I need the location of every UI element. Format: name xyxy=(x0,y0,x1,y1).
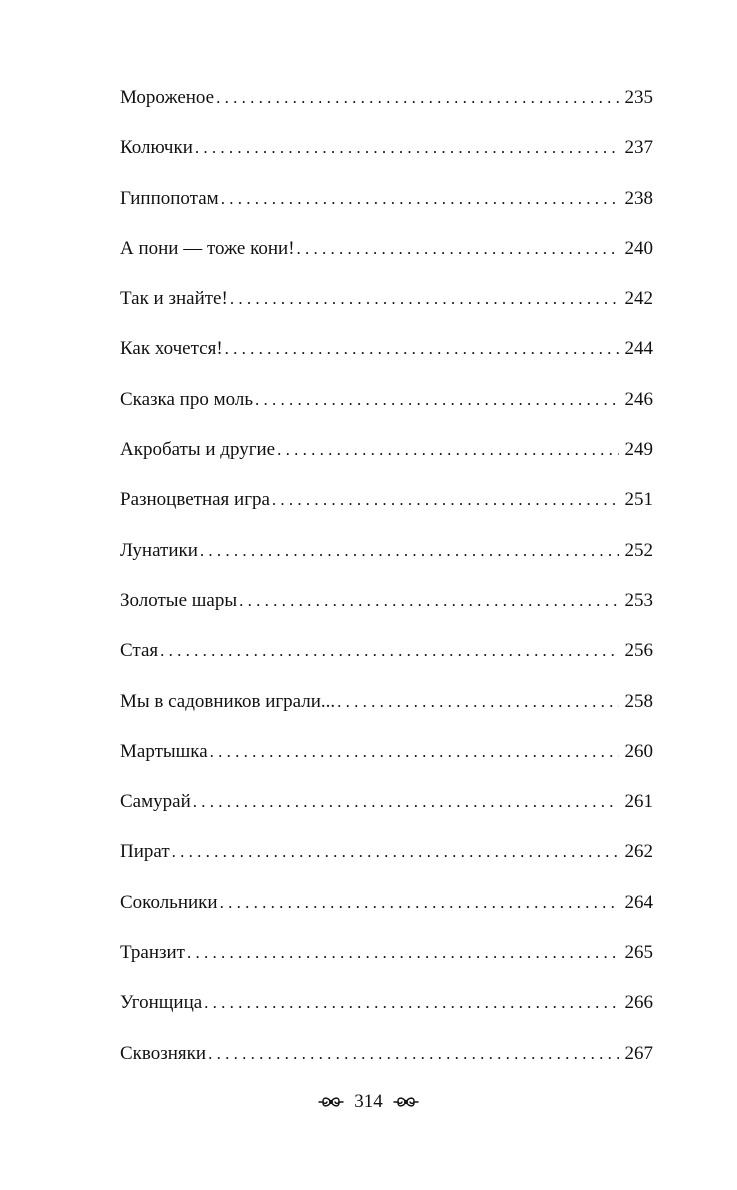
toc-dot-leader xyxy=(216,78,618,118)
toc-entry-title: Гиппопотам xyxy=(120,187,219,209)
toc-entry-page: 237 xyxy=(624,137,653,159)
table-of-contents xyxy=(120,78,653,1084)
toc-entry-title: Акробаты и другие xyxy=(120,439,276,461)
toc-dot-leader xyxy=(193,782,619,822)
flourish-ornament-icon xyxy=(393,1091,419,1113)
toc-dot-leader xyxy=(208,1034,618,1074)
toc-entry-page: 256 xyxy=(624,640,653,662)
toc-entry xyxy=(120,128,653,178)
toc-entry xyxy=(120,581,653,631)
toc-entry-title: Лунатики xyxy=(120,539,198,561)
toc-dot-leader xyxy=(204,983,618,1023)
toc-entry xyxy=(120,883,653,933)
toc-entry-title: Колючки xyxy=(120,137,193,159)
toc-entry xyxy=(120,279,653,329)
toc-dot-leader xyxy=(187,933,619,973)
toc-entry-title: Как хочется! xyxy=(120,338,223,360)
toc-dot-leader xyxy=(225,329,619,369)
toc-entry-title: Мороженое xyxy=(120,87,215,108)
toc-entry-title: Угонщица xyxy=(120,992,203,1014)
toc-entry-page: 258 xyxy=(624,690,653,712)
toc-entry-page: 252 xyxy=(624,539,653,561)
toc-dot-leader xyxy=(195,128,619,168)
toc-entry xyxy=(120,732,653,782)
toc-entry-title: Золотые шары xyxy=(120,589,238,611)
toc-entry-page: 260 xyxy=(624,740,653,762)
toc-entry xyxy=(120,631,653,681)
toc-entry-title: Самурай xyxy=(120,791,191,813)
toc-entry xyxy=(120,1034,653,1084)
toc-entry-page: 261 xyxy=(624,791,653,813)
toc-entry xyxy=(120,229,653,279)
toc-dot-leader xyxy=(255,380,618,420)
toc-entry-title: Разноцветная игра xyxy=(120,489,270,511)
toc-dot-leader xyxy=(200,531,619,571)
toc-dot-leader xyxy=(210,732,619,772)
toc-entry xyxy=(120,380,653,430)
toc-dot-leader xyxy=(272,480,619,520)
toc-entry xyxy=(120,682,653,732)
toc-dot-leader xyxy=(221,179,619,219)
toc-entry-title: Пират xyxy=(120,841,170,863)
toc-entry-title: Сказка про моль xyxy=(120,388,254,410)
toc-entry-page: 240 xyxy=(624,237,653,259)
toc-entry-page: 246 xyxy=(624,388,653,410)
page-footer xyxy=(0,1088,737,1116)
toc-entry-title: Сквозняки xyxy=(120,1042,207,1064)
toc-entry xyxy=(120,329,653,379)
toc-entry-page: 238 xyxy=(624,187,653,209)
toc-entry xyxy=(120,983,653,1033)
toc-entry-page: 251 xyxy=(624,489,653,511)
toc-dot-leader xyxy=(220,883,619,923)
toc-entry-page: 262 xyxy=(624,841,653,863)
toc-entry-page: 249 xyxy=(624,439,653,461)
toc-dot-leader xyxy=(160,631,618,671)
toc-entry-page: 253 xyxy=(624,589,653,611)
toc-dot-leader xyxy=(277,430,618,470)
toc-dot-leader xyxy=(172,832,619,872)
toc-dot-leader xyxy=(239,581,618,621)
toc-entry-title: Транзит xyxy=(120,942,185,964)
toc-entry xyxy=(120,832,653,882)
toc-dot-leader xyxy=(337,682,618,722)
toc-entry-page: 242 xyxy=(624,288,653,310)
toc-dot-leader xyxy=(230,279,619,319)
toc-entry-title: Стая xyxy=(120,640,159,662)
toc-entry-page: 244 xyxy=(624,338,653,360)
toc-entry-page: 265 xyxy=(624,942,653,964)
page-number: 314 xyxy=(354,1091,383,1112)
toc-entry-page: 266 xyxy=(624,992,653,1014)
toc-entry-title: Сокольники xyxy=(120,891,218,913)
toc-entry-title: А пони — тоже кони! xyxy=(120,237,295,259)
toc-entry-page: 235 xyxy=(624,87,653,108)
toc-entry xyxy=(120,430,653,480)
toc-entry xyxy=(120,480,653,530)
toc-entry xyxy=(120,782,653,832)
toc-entry xyxy=(120,78,653,128)
toc-entry xyxy=(120,531,653,581)
toc-entry xyxy=(120,933,653,983)
toc-entry-page: 267 xyxy=(624,1042,653,1064)
flourish-ornament-icon xyxy=(318,1091,344,1113)
toc-entry-page: 264 xyxy=(624,891,653,913)
toc-entry xyxy=(120,179,653,229)
toc-entry-title: Мартышка xyxy=(120,740,208,762)
toc-entry-title: Мы в садовников играли... xyxy=(120,690,336,712)
toc-entry-title: Так и знайте! xyxy=(120,288,228,310)
toc-dot-leader xyxy=(297,229,619,269)
